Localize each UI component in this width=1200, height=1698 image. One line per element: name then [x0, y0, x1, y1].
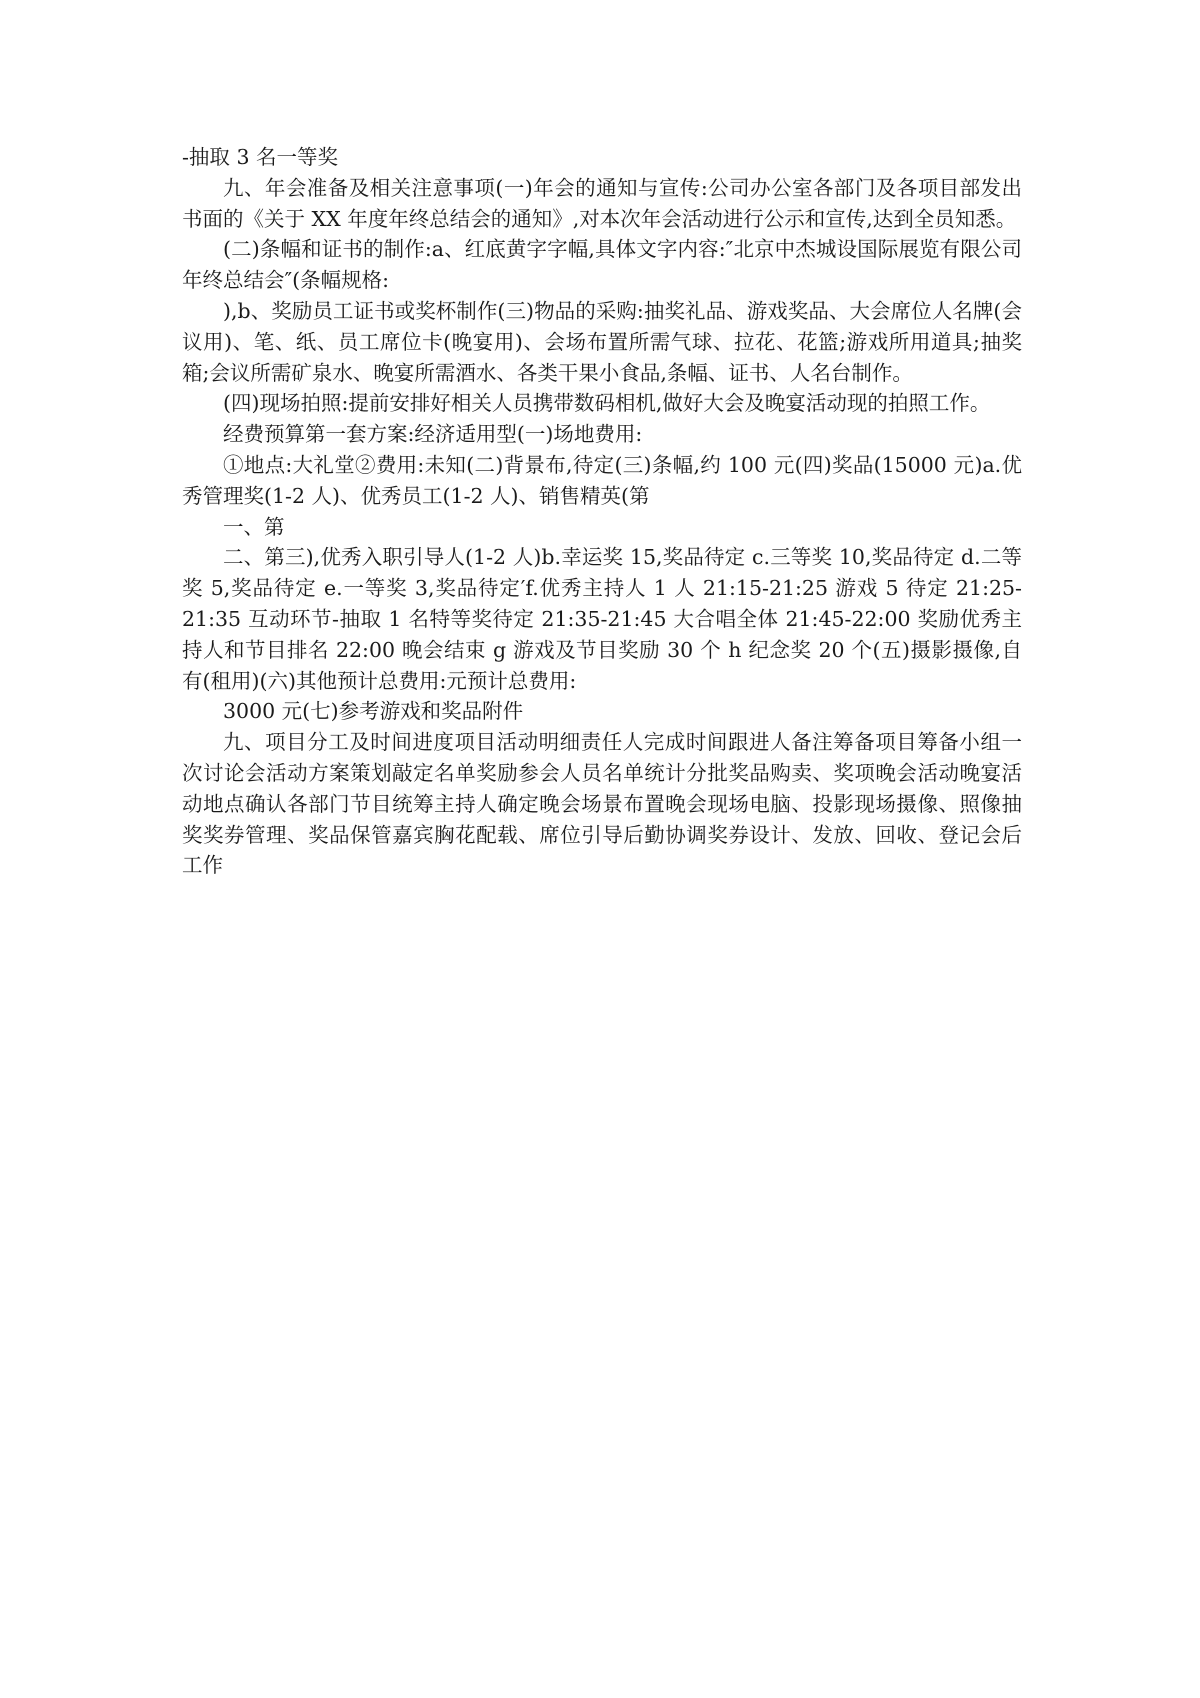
- document-body: [182, 142, 1022, 881]
- paragraph-budget-plan: 经费预算第一套方案:经济适用型(一)场地费用:: [223, 422, 643, 447]
- paragraph-procurement: ),b、奖励员工证书或奖杯制作(三)物品的采购:抽奖礼品、游戏奖品、大会席位人名牌(会议用)、笔、纸、员工席位卡(晚宴用)、会场布置所需气球、拉花、花篮;游戏所用道具;抽奖箱;会议所需矿泉水、晚宴所需酒水、各类干果小食品,条幅、证书、人名台制作。: [182, 298, 1022, 385]
- paragraph-banner-certificate: (二)条幅和证书的制作:a、红底黄字字幅,具体文字内容:″北京中杰城设国际展览有限公司年终总结会″(条幅规格:: [182, 237, 1022, 293]
- paragraph-total-cost: 3000 元(七)参考游戏和奖品附件: [223, 699, 524, 724]
- paragraph-venue-costs: ①地点:大礼堂②费用:未知(二)背景布,待定(三)条幅,约 100 元(四)奖品(15000 元)a.优秀管理奖(1-2 人)、优秀员工(1-2 人)、销售精英(第: [182, 452, 1022, 508]
- paragraph-first-prize-draw: -抽取 3 名一等奖: [182, 145, 339, 169]
- paragraph-task-division: 九、项目分工及时间进度项目活动明细责任人完成时间跟进人备注筹备项目筹备小组一次讨论会活动方案策划敲定名单奖励参会人员名单统计分批奖品购卖、奖项晚会活动晚宴活动地点确认各部门节目统筹主持人确定晚会场景布置晚会现场电脑、投影现场摄像、照像抽奖奖券管理、奖品保管嘉宾胸花配载、席位引导后勤协调奖券设计、发放、回收、登记会后工作: [182, 730, 1022, 878]
- paragraph-prizes-schedule: 二、第三),优秀入职引导人(1-2 人)b.幸运奖 15,奖品待定 c.三等奖 10,奖品待定 d.二等奖 5,奖品待定 e.一等奖 3,奖品待定′f.优秀主持人 1 人 21:15-21:25 游戏 5 待定 21:25-21:35 互动环节-抽取 1 名特等奖待定 21:35-21:45 大合唱全体 21:45-22:00 奖励优秀主持人和节目排名 22:00 晚会结束 g 游戏及节目奖励 30 个 h 纪念奖 20 个(五)摄影摄像,自有(租用)(六)其他预计总费用:元预计总费用:: [182, 545, 1022, 693]
- paragraph-preparation-notice: 九、年会准备及相关注意事项(一)年会的通知与宣传:公司办公室各部门及各项目部发出书面的《关于 XX 年度年终总结会的通知》,对本次年会活动进行公示和宣传,达到全员知悉。: [182, 175, 1022, 231]
- paragraph-photography: (四)现场拍照:提前安排好相关人员携带数码相机,做好大会及晚宴活动现的拍照工作。: [223, 391, 991, 416]
- paragraph-first-place: 一、第: [223, 514, 285, 539]
